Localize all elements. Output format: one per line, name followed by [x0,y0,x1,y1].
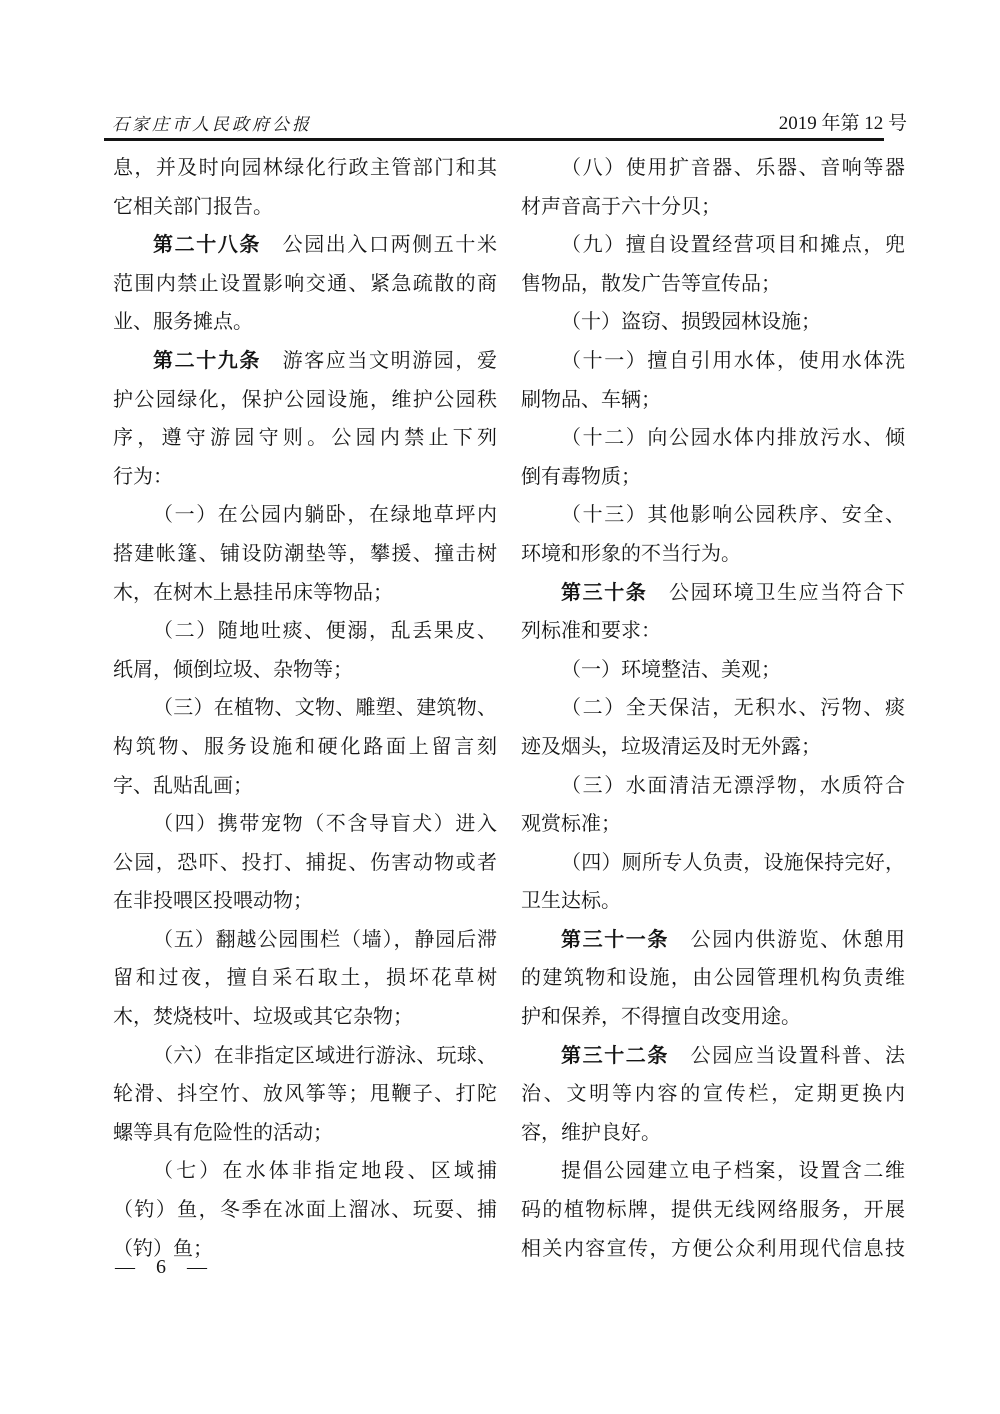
text-line: （十一）擅自引用水体，使用水体洗 [561,349,905,372]
article-number: 第二十八条 [153,234,261,257]
text-line: 木，焚烧枝叶、垃圾或其它杂物； [113,1006,413,1029]
header-rule [104,138,884,141]
text-line: 容，维护良好。 [521,1121,661,1144]
text-line: 的建筑物和设施，由公园管理机构负责维 [521,967,905,990]
text-line: 第二十九条 游客应当文明游园，爱 [153,349,497,372]
text-line: 业、服务摊点。 [113,311,253,334]
text-line: 治、文明等内容的宣传栏，定期更换内 [521,1083,905,1106]
issue-number: 2019 年第 12 号 [778,113,907,134]
text-line: 第二十八条 公园出入口两侧五十米 [153,234,497,257]
gazette-title: 石家庄市人民政府公报 [112,115,312,134]
text-line: 第三十条 公园环境卫生应当符合下 [561,581,906,604]
article-number: 第三十一条 [561,928,669,951]
text-line: 第三十二条 公园应当设置科普、法 [561,1044,905,1067]
text-line: 护公园绿化，保护公园设施，维护公园秩 [113,388,497,411]
text-line: （钓）鱼； [113,1237,213,1260]
text-line: （十二）向公园水体内排放污水、倾 [561,427,905,450]
text-line: 公园，恐吓、投打、捕捉、伤害动物或者 [113,851,497,874]
text-line: 材声音高于六十分贝； [521,195,721,218]
text-line: 行为： [113,465,173,488]
column-left [113,149,497,1268]
text-line: 它相关部门报告。 [113,195,273,218]
text-line: 卫生达标。 [521,890,621,913]
text-line: （钓）鱼，冬季在冰面上溜冰、玩耍、捕 [113,1199,497,1222]
text-line: （六）在非指定区域进行游泳、玩球、 [153,1044,497,1067]
text-line: 序，遵守游园守则。公园内禁止下列 [113,427,497,450]
text-line: （三）水面清洁无漂浮物，水质符合 [561,774,905,797]
text-line: 售物品，散发广告等宣传品； [521,272,781,295]
text-line: （十）盗窃、损毁园林设施； [561,311,821,334]
text-line: 搭建帐篷、铺设防潮垫等，攀援、撞击树 [113,542,497,565]
text-line: （十三）其他影响公园秩序、安全、 [561,504,905,527]
text-line: 构筑物、服务设施和硬化路面上留言刻 [113,735,497,758]
page-number: — 6 — [115,1256,207,1278]
text-line: （四）厕所专人负责，设施保持完好， [561,851,905,874]
text-line: 息，并及时向园林绿化行政主管部门和其 [113,157,497,179]
article-number: 第三十条 [561,581,648,604]
text-line: 第三十一条 公园内供游览、休憩用 [561,928,905,951]
text-line: （二）全天保洁，无积水、污物、痰 [561,697,905,720]
text-line: 纸屑，倾倒垃圾、杂物等； [113,658,353,681]
text-line: （七）在水体非指定地段、区域捕 [153,1160,497,1183]
text-line: 螺等具有危险性的活动； [113,1121,333,1144]
text-line: 范围内禁止设置影响交通、紧急疏散的商 [113,272,497,295]
text-line: 观赏标准； [521,813,621,836]
text-line: （三）在植物、文物、雕塑、建筑物、 [153,697,497,720]
text-line: 留和过夜，擅自采石取土，损坏花草树 [113,967,497,990]
text-line: 轮滑、抖空竹、放风筝等；甩鞭子、打陀 [113,1083,497,1106]
text-line: 护和保养，不得擅自改变用途。 [521,1006,801,1029]
text-line: 刷物品、车辆； [521,388,661,411]
text-line: 相关内容宣传，方便公众利用现代信息技 [521,1237,905,1260]
text-line: （八）使用扩音器、乐器、音响等器 [561,157,905,179]
text-line: （四）携带宠物（不含导盲犬）进入 [153,813,497,836]
text-line: 列标准和要求： [521,620,661,643]
column-right [521,149,905,1268]
text-line: 迹及烟头，垃圾清运及时无外露； [521,735,821,758]
article-number: 第二十九条 [153,349,261,372]
text-line: 在非投喂区投喂动物； [113,890,313,913]
text-line: 倒有毒物质； [521,465,641,488]
text-line: 提倡公园建立电子档案，设置含二维 [561,1160,905,1183]
text-line: 码的植物标牌，提供无线网络服务，开展 [521,1199,905,1222]
text-line: 环境和形象的不当行为。 [521,542,741,565]
text-line: 木，在树木上悬挂吊床等物品； [113,581,393,604]
article-number: 第三十二条 [561,1044,669,1067]
text-line: （一）环境整洁、美观； [561,658,781,681]
text-line: 字、乱贴乱画； [113,774,253,797]
text-line: （九）擅自设置经营项目和摊点，兜 [561,234,905,257]
text-line: （五）翻越公园围栏（墙），静园后滞 [153,928,497,951]
text-line: （二）随地吐痰、便溺，乱丢果皮、 [153,620,497,643]
text-line: （一）在公园内躺卧，在绿地草坪内 [153,504,497,527]
